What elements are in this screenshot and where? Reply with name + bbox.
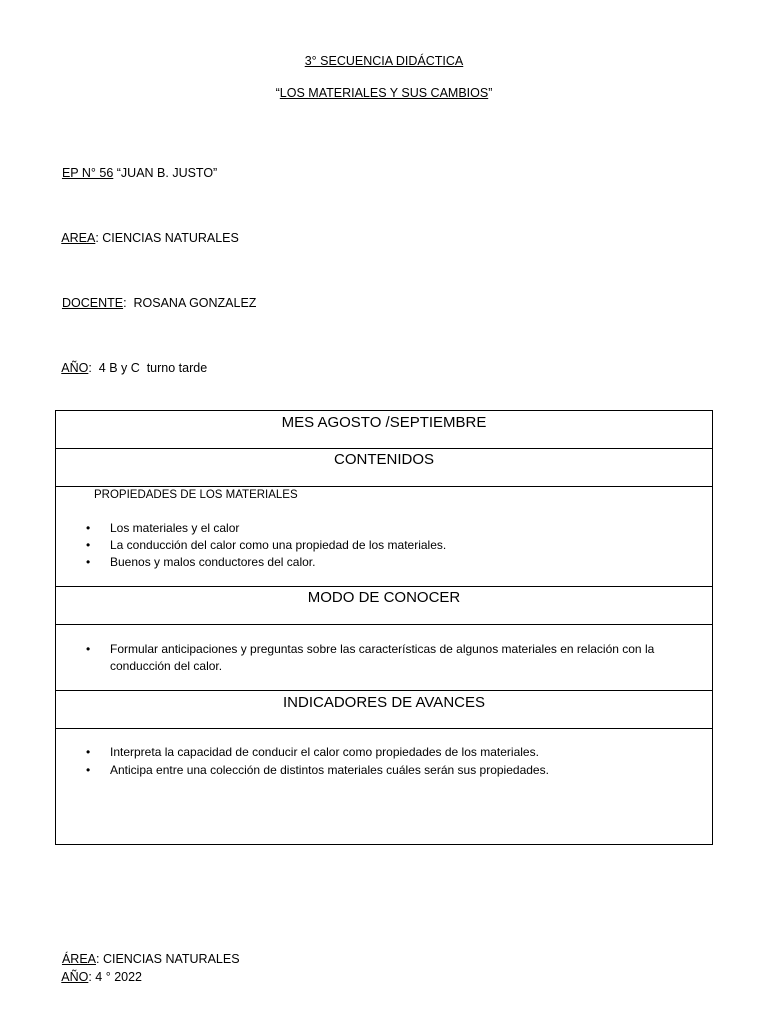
area-value: : CIENCIAS NATURALES bbox=[95, 231, 239, 245]
area-label: AREA bbox=[61, 231, 96, 245]
year-line bbox=[55, 347, 207, 375]
list-item bbox=[86, 554, 701, 571]
subtitle-text: LOS MATERIALES Y SUS CAMBIOS bbox=[279, 86, 489, 100]
indicators-item-2: Anticipa entre una colección de distintos materiales cuáles serán sus propiedades. bbox=[110, 763, 549, 777]
list-item bbox=[86, 520, 701, 537]
indicators-section bbox=[56, 729, 712, 844]
year-label: AÑO bbox=[61, 361, 89, 375]
document-title bbox=[0, 54, 768, 68]
footer-area-label: ÁREA bbox=[61, 952, 96, 966]
list-item bbox=[86, 641, 701, 675]
bullet-icon: • bbox=[86, 521, 91, 535]
teacher-line bbox=[55, 282, 256, 310]
contents-item-2: La conducción del calor como una propiedad de los materiales. bbox=[110, 538, 447, 552]
bullet-icon: • bbox=[86, 642, 91, 656]
year-value: : 4 B y C turno tarde bbox=[88, 361, 208, 375]
knowing-header: MODO DE CONOCER bbox=[56, 587, 712, 625]
footer-year-value: : 4 ° 2022 bbox=[88, 970, 143, 984]
subtitle-open-quote: “ bbox=[275, 86, 280, 100]
list-item bbox=[86, 762, 701, 779]
contents-section bbox=[56, 487, 712, 587]
bullet-icon: • bbox=[86, 745, 91, 759]
bullet-icon: • bbox=[86, 763, 91, 777]
footer-area-value: : CIENCIAS NATURALES bbox=[96, 952, 240, 966]
indicators-header: INDICADORES DE AVANCES bbox=[56, 691, 712, 729]
school-value: “JUAN B. JUSTO” bbox=[113, 166, 218, 180]
list-item bbox=[86, 537, 701, 554]
knowing-section bbox=[56, 625, 712, 691]
teacher-label: DOCENTE bbox=[61, 296, 124, 310]
title-text: 3° SECUENCIA DIDÁCTICA bbox=[304, 54, 464, 68]
footer-year-label: AÑO bbox=[61, 970, 89, 984]
school-line bbox=[55, 152, 217, 180]
contents-item-3: Buenos y malos conductores del calor. bbox=[110, 555, 316, 569]
contents-item-1: Los materiales y el calor bbox=[110, 521, 240, 535]
contents-header: CONTENIDOS bbox=[56, 449, 712, 487]
subtitle-close-quote: ” bbox=[488, 86, 493, 100]
school-label: EP N° 56 bbox=[61, 166, 114, 180]
area-line bbox=[55, 217, 239, 245]
document-subtitle bbox=[0, 86, 768, 100]
teacher-value: : ROSANA GONZALEZ bbox=[123, 296, 257, 310]
month-header: MES AGOSTO /SEPTIEMBRE bbox=[56, 411, 712, 449]
footer-year-line bbox=[55, 956, 142, 984]
bullet-icon: • bbox=[86, 538, 91, 552]
planning-table bbox=[55, 410, 713, 845]
knowing-item-1: Formular anticipaciones y preguntas sobre las características de algunos materiales en relación con la conducción del calor. bbox=[110, 642, 655, 673]
bullet-icon: • bbox=[86, 555, 91, 569]
list-item bbox=[86, 744, 701, 761]
contents-subtitle: PROPIEDADES DE LOS MATERIALES bbox=[94, 489, 298, 501]
indicators-item-1: Interpreta la capacidad de conducir el calor como propiedades de los materiales. bbox=[110, 745, 539, 759]
